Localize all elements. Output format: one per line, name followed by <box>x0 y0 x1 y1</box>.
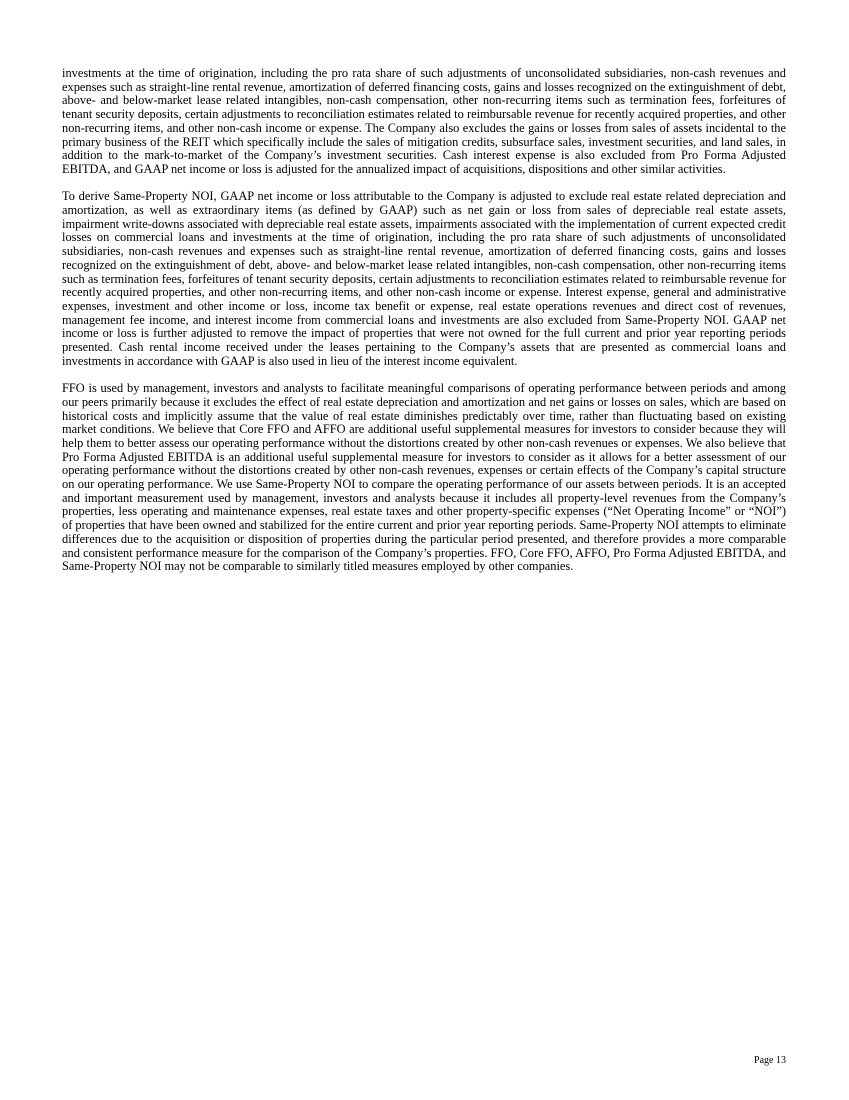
paragraph-same-property-noi-definition: To derive Same-Property NOI, GAAP net income or loss attributable to the Company is adjusted to exclude real estate related depreciation and amortization, as well as extraordinary items (as defined by GAAP) such as net gain or loss from sales of depreciable real estate assets, impairment write-downs associated with depreciable real estate assets, impairments associated with the implementation of current expected credit losses on commercial loans and investments at the time of origination, including the pro rata share of such adjustments of unconsolidated subsidiaries, non-cash revenues and expenses such as straight-line rental revenue, amortization of deferred financing costs, gains and losses recognized on the extinguishment of debt, above- and below-market lease related intangibles, non-cash compensation, other non-recurring items such as termination fees, forfeitures of tenant security deposits, certain adjustments to reconciliation estimates related to reimbursable revenue for recently acquired properties, and other non-recurring items, and other non-cash income or expense. Interest expense, general and administrative expenses, investment and other income or loss, income tax benefit or expense, real estate operations revenues and direct cost of revenues, management fee income, and interest income from commercial loans and investments are also excluded from Same-Property NOI. GAAP net income or loss is further adjusted to remove the impact of properties that were not owned for the full current and prior year reporting periods presented. Cash rental income received under the leases pertaining to the Company’s assets that are presented as commercial loans and investments in accordance with GAAP is also used in lieu of the interest income equivalent. <box>62 189 786 368</box>
document-body <box>62 67 786 588</box>
paragraph-ebitda-definition-continued: investments at the time of origination, including the pro rata share of such adjustments of unconsolidated subsidiaries, non-cash revenues and expenses such as straight-line rental revenue, amortization of deferred financing costs, gains and losses recognized on the extinguishment of debt, above- and below-market lease related intangibles, non-cash compensation, other non-recurring items such as termination fees, forfeitures of tenant security deposits, certain adjustments to reconciliation estimates related to reimbursable revenue for recently acquired properties, and other non-recurring items, and other non-cash income or expense. The Company also excludes the gains or losses from sales of assets incidental to the primary business of the REIT which specifically include the sales of mitigation credits, subsurface sales, investment securities, and land sales, in addition to the mark-to-market of the Company’s investment securities. Cash interest expense is also excluded from Pro Forma Adjusted EBITDA, and GAAP net income or loss is adjusted for the annualized impact of acquisitions, dispositions and other similar activities. <box>62 66 786 176</box>
page-number: Page 13 <box>754 1055 786 1066</box>
paragraph-non-gaap-usefulness: FFO is used by management, investors and analysts to facilitate meaningful comparisons of operating performance between periods and among our peers primarily because it excludes the effect of real estate depreciation and amortization and net gains or losses on sales, which are based on historical costs and implicitly assume that the value of real estate diminishes predictably over time, rather than fluctuating based on existing market conditions. We believe that Core FFO and AFFO are additional useful supplemental measures for investors to consider because they will help them to better assess our operating performance without the distortions created by other non-cash revenues or expenses. We also believe that Pro Forma Adjusted EBITDA is an additional useful supplemental measure for investors to consider as it allows for a better assessment of our operating performance without the distortions created by other non-cash revenues, expenses or certain effects of the Company’s capital structure on our operating performance. We use Same-Property NOI to compare the operating performance of our assets between periods. It is an accepted and important measurement used by management, investors and analysts because it includes all property-level revenues from the Company’s properties, less operating and maintenance expenses, real estate taxes and other property-specific expenses (“Net Operating Income” or “NOI”) of properties that have been owned and stabilized for the entire current and prior year reporting periods. Same-Property NOI attempts to eliminate differences due to the acquisition or disposition of properties during the particular period presented, and therefore provides a more comparable and consistent performance measure for the comparison of the Company’s properties. FFO, Core FFO, AFFO, Pro Forma Adjusted EBITDA, and Same-Property NOI may not be comparable to similarly titled measures employed by other companies. <box>62 381 786 574</box>
